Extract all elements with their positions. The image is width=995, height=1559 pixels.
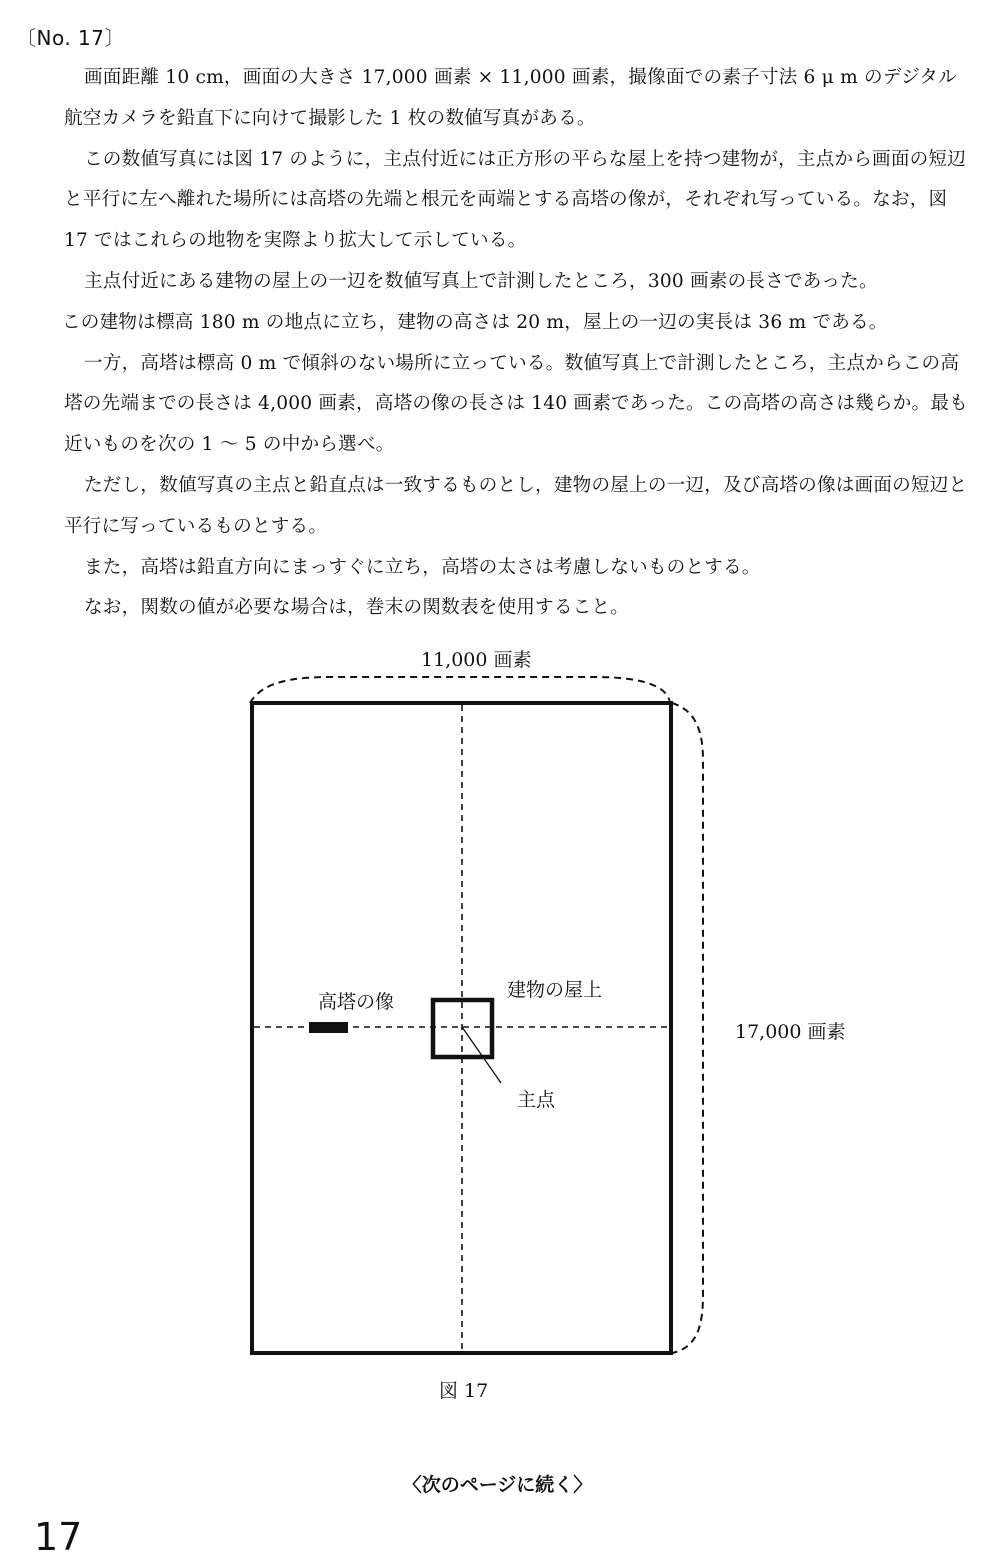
paragraph: ただし，数値写真の主点と鉛直点は一致するものとし，建物の屋上の一辺，及び高塔の像は画面の短辺と平行に写っているものとする。 bbox=[64, 474, 968, 537]
principal-point-label: 主点 bbox=[517, 1089, 556, 1111]
paragraph: この数値写真には図 17 のように，主点付近には正方形の平らな屋上を持つ建物が，主点から画面の短辺と平行に左へ離れた場所には高塔の先端と根元を両端とする高塔の像が，それぞれ写っている。なお，図 17 ではこれらの地物を実際より拡大して示している。 bbox=[64, 148, 967, 252]
figure-caption: 図 17 bbox=[439, 1380, 489, 1402]
paragraph: また，高塔は鉛直方向にまっすぐに立ち，高塔の太さは考慮しないものとする。 bbox=[84, 556, 761, 578]
paragraph: 画面距離 10 cm，画面の大きさ 17,000 画素 × 11,000 画素，撮像面での素子寸法 6 μ m のデジタル航空カメラを鉛直下に向けて撮影した 1 枚の数値写真がある。 bbox=[64, 67, 957, 129]
tower-image-label: 高塔の像 bbox=[318, 991, 395, 1013]
tower-image bbox=[309, 1022, 348, 1033]
paragraph: 一方，高塔は標高 0 m で傾斜のない場所に立っている。数値写真上で計測したところ，主点からこの高塔の先端までの長さは 4,000 画素，高塔の像の長さは 140 画素であった。この高塔の高さは幾らか。最も近いものを次の 1 ～ 5 の中から選べ。 bbox=[64, 352, 968, 456]
continue-notice: 〈次のページに続く〉 bbox=[402, 1474, 593, 1496]
question-number: 〔No. 17〕 bbox=[16, 26, 126, 50]
paragraph: なお，関数の値が必要な場合は，巻末の関数表を使用すること。 bbox=[84, 597, 630, 619]
width-brace bbox=[250, 677, 670, 703]
building-roof-label: 建物の屋上 bbox=[507, 979, 603, 1001]
page-number: 17 bbox=[34, 1515, 83, 1559]
paragraph: この建物は標高 180 m の地点に立ち，建物の高さは 20 m，屋上の一辺の実長は 36 m である。 bbox=[62, 311, 888, 333]
height-brace bbox=[672, 703, 703, 1353]
height-label: 17,000 画素 bbox=[735, 1021, 846, 1043]
width-label: 11,000 画素 bbox=[421, 649, 532, 671]
paragraph: 主点付近にある建物の屋上の一辺を数値写真上で計測したところ，300 画素の長さであった。 bbox=[84, 270, 878, 292]
